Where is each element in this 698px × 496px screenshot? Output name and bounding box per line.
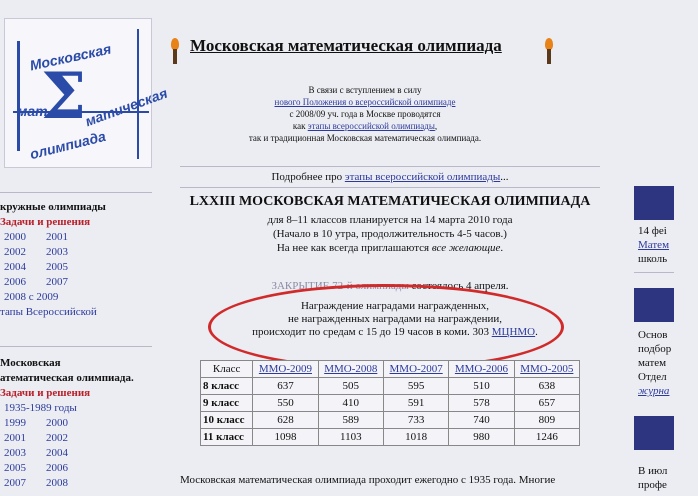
news-header-box	[634, 416, 674, 450]
year-row	[0, 230, 158, 245]
table-cell: 733	[383, 412, 448, 429]
news-text: подбор	[638, 343, 672, 355]
year-link[interactable]: 2002	[46, 432, 68, 444]
table-cell: 591	[383, 395, 448, 412]
table-cell: 505	[318, 378, 383, 395]
year-row	[0, 446, 158, 461]
year-row	[0, 461, 158, 476]
olympiad-announcement	[170, 194, 610, 255]
year-link[interactable]: 2008	[46, 477, 68, 489]
year-link[interactable]: 2005	[4, 462, 26, 474]
table-cell: 589	[318, 412, 383, 429]
olympiad-date: для 8–11 классов планируется на 14 марта 2010 года	[267, 214, 513, 226]
closing-word: ЗАКРЫТИЕ	[271, 280, 330, 292]
news-link[interactable]: Матем	[638, 239, 670, 251]
more-text: Подробнее про	[271, 171, 345, 183]
torch-icon	[544, 38, 554, 64]
closing-olympiad-num: 72-й олимпиады	[332, 280, 409, 292]
year-row	[0, 245, 158, 260]
table-cell: 1103	[318, 429, 383, 446]
news-item	[638, 328, 698, 398]
table-cell: 595	[383, 378, 448, 395]
notice-line: с 2008/09 уч. года в Москве проводятся	[289, 109, 441, 119]
news-text: Основ	[638, 329, 668, 341]
table-cell: 1018	[383, 429, 448, 446]
page-title: Московская математическая олимпиада	[190, 36, 502, 55]
table-cell: 578	[449, 395, 514, 412]
news-text: школь	[638, 253, 668, 265]
table-cell: 740	[449, 412, 514, 429]
table-header-mmo-link[interactable]: ММО-2005	[514, 361, 579, 378]
award-line: не награжденных наградами на награждении,	[287, 313, 503, 325]
news-header-box	[634, 186, 674, 220]
news-text: Отдел	[638, 371, 667, 383]
logo-word-maticheskaya: матическая	[82, 84, 170, 130]
year-row	[0, 260, 158, 275]
invite-everyone: все желающие	[431, 242, 501, 254]
notice-line: В связи с вступлением в силу	[308, 85, 422, 95]
year-link[interactable]: 2003	[4, 447, 26, 459]
year-link-2008[interactable]: 2008 с 2009	[4, 291, 59, 303]
table-header-mmo-link[interactable]: ММО-2009	[253, 361, 318, 378]
mccme-link[interactable]: МЦНМО	[491, 326, 536, 338]
news-text: 14 феі	[638, 225, 667, 237]
sidebar-stages-link[interactable]: тапы Всероссийской	[0, 306, 97, 318]
year-row	[0, 416, 158, 431]
table-header-mmo-link[interactable]: ММО-2006	[449, 361, 514, 378]
table-cell: 1246	[514, 429, 579, 446]
year-link[interactable]: 1999	[4, 417, 26, 429]
table-cell: 10 класс	[201, 412, 253, 429]
table-cell: 410	[318, 395, 383, 412]
notice-text: ,	[434, 121, 438, 131]
table-cell: 11 класс	[201, 429, 253, 446]
year-row	[0, 275, 158, 290]
more-text: ...	[500, 171, 509, 183]
year-link[interactable]: 2005	[46, 261, 68, 273]
year-link[interactable]: 2000	[46, 417, 68, 429]
news-header-box	[634, 288, 674, 322]
invite-text: .	[500, 242, 504, 254]
table-cell: 637	[253, 378, 318, 395]
table-cell: 510	[449, 378, 514, 395]
torch-icon	[170, 38, 180, 64]
news-text: В июл	[638, 465, 668, 477]
year-link[interactable]: 2004	[46, 447, 68, 459]
invite-text: На нее как всегда приглашаются	[276, 242, 432, 254]
year-link[interactable]: 2000	[4, 231, 26, 243]
year-link[interactable]: 2006	[4, 276, 26, 288]
table-cell: 980	[449, 429, 514, 446]
year-row	[0, 476, 158, 491]
table-cell: 550	[253, 395, 318, 412]
award-notice	[200, 300, 590, 339]
notice-line: так и традиционная Московская математическая олимпиада.	[248, 133, 482, 143]
sidebar-district-olympiads	[0, 200, 158, 320]
sidebar-divider	[0, 346, 152, 347]
left-sidebar	[0, 0, 170, 496]
award-line: происходит по средам с 15 до 19 часов в коми. 303	[252, 326, 492, 338]
sidebar-solutions-link[interactable]: Задачи и решения	[0, 387, 91, 399]
sidebar-block-title: кружные олимпиады	[0, 201, 106, 213]
year-link[interactable]: 2001	[46, 231, 68, 243]
year-row	[0, 431, 158, 446]
notice-block	[200, 84, 530, 144]
table-cell: 657	[514, 395, 579, 412]
news-text: матем	[638, 357, 667, 369]
table-cell: 638	[514, 378, 579, 395]
olympiad-logo[interactable]	[4, 18, 170, 168]
table-cell: 809	[514, 412, 579, 429]
notice-text: как	[292, 121, 308, 131]
logo-word-mat: мат	[17, 103, 48, 119]
award-line: .	[535, 326, 538, 338]
logo-word-olimpiada: олимпиада	[28, 127, 108, 163]
news-item	[638, 464, 698, 492]
table-cell: 8 класс	[201, 378, 253, 395]
year-link[interactable]: 2007	[4, 477, 26, 489]
sidebar-block-title: Московская	[0, 357, 61, 369]
table-header-class: Класс	[201, 361, 253, 378]
table-cell: 628	[253, 412, 318, 429]
olympiad-time: (Начало в 10 утра, продолжительность 4-5 часов.)	[273, 228, 507, 240]
regulation-link[interactable]: нового Положения о всероссийской олимпиаде	[274, 97, 456, 107]
sidebar-solutions-link[interactable]: Задачи и решения	[0, 216, 91, 228]
table-cell: 9 класс	[201, 395, 253, 412]
sidebar-divider	[0, 192, 152, 193]
logo-word-moskovskaya: Московская	[28, 40, 113, 74]
logo-sigma: Σ	[41, 59, 87, 134]
more-info-line	[180, 166, 600, 188]
sidebar-moscow-olympiad	[0, 356, 158, 491]
news-item	[638, 224, 698, 266]
main-content	[160, 0, 626, 496]
history-paragraph: Московская математическая олимпиада проходит ежегодно с 1935 года. Многие	[180, 474, 556, 486]
table-row	[201, 429, 580, 446]
news-text: профе	[638, 479, 667, 491]
table-cell: 1098	[253, 429, 318, 446]
stages-link[interactable]: этапы всероссийской олимпиады	[307, 121, 435, 131]
table-row	[201, 412, 580, 429]
news-link[interactable]: журна	[638, 385, 670, 397]
year-link[interactable]: 2004	[4, 261, 26, 273]
table-row	[201, 395, 580, 412]
award-line: Награждение наградами награжденных,	[300, 300, 490, 312]
sidebar-block-title: атематическая олимпиада.	[0, 372, 134, 384]
logo-line	[17, 41, 20, 151]
year-link[interactable]: 2003	[46, 246, 68, 258]
year-link[interactable]: 2002	[4, 246, 26, 258]
table-header-mmo-link[interactable]: ММО-2007	[383, 361, 448, 378]
table-header-mmo-link[interactable]: ММО-2008	[318, 361, 383, 378]
year-link[interactable]: 2007	[46, 276, 68, 288]
olympiad-heading: LXXIII МОСКОВСКАЯ МАТЕМАТИЧЕСКАЯ ОЛИМПИАДА	[189, 194, 591, 209]
table-header-row	[201, 361, 580, 378]
right-divider	[634, 272, 674, 273]
year-link[interactable]: 2001	[4, 432, 26, 444]
more-stages-link[interactable]: этапы всероссийской олимпиады	[344, 171, 501, 183]
year-range-link[interactable]: 1935-1989 годы	[4, 402, 77, 414]
table-row	[201, 378, 580, 395]
right-sidebar-partial	[628, 0, 670, 496]
year-link[interactable]: 2006	[46, 462, 68, 474]
closing-date: состоялось 4 апреля.	[408, 280, 509, 292]
participants-table	[200, 360, 580, 446]
